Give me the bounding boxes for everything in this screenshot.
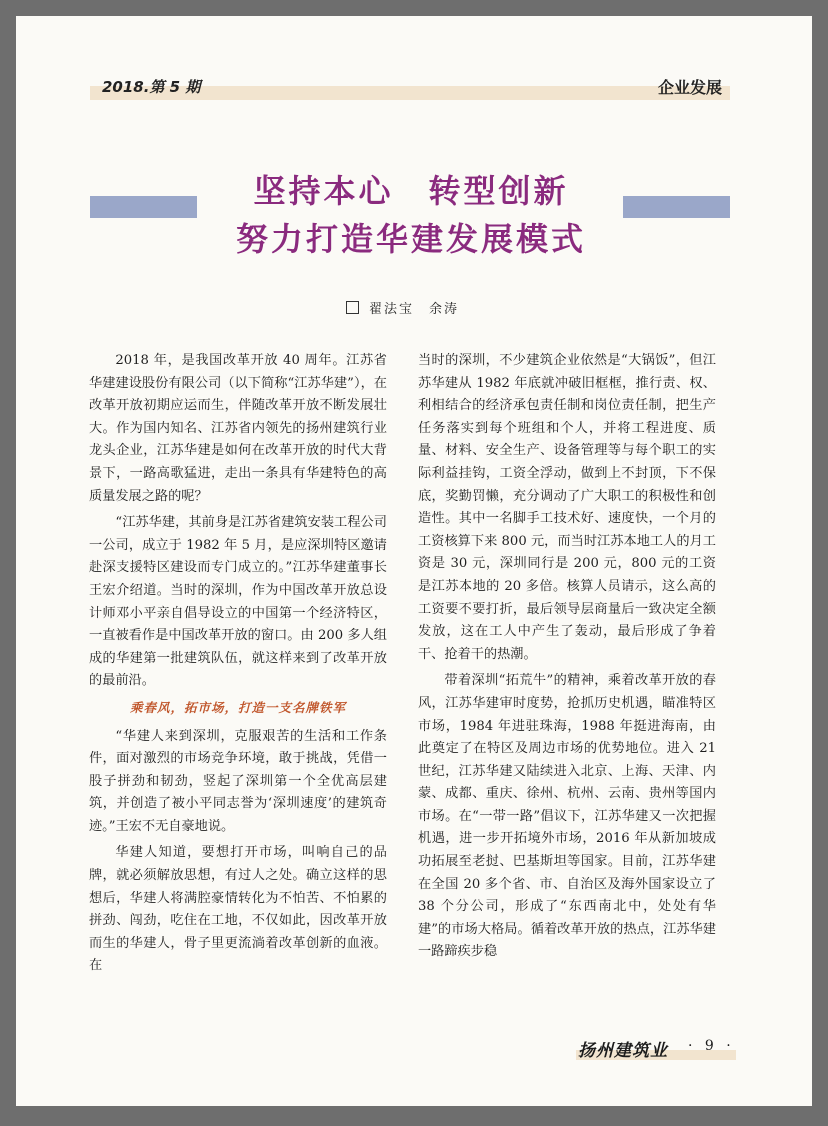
running-header [90, 74, 730, 100]
paragraph: 2018 年，是我国改革开放 40 周年。江苏省华建建设股份有限公司（以下简称“江苏华建”），在改革开放初期应运而生，伴随改革开放不断发展壮大。作为国内知名、江苏省内领先的扬州建筑行业龙头企业，江苏华建是如何在改革开放的时代大背景下，一路高歌猛进，走出一条具有华建特色的高质量发展之路的呢？ [89, 353, 387, 504]
title-decor-bar-left [90, 196, 197, 218]
page-number: · 9 · [688, 1038, 735, 1054]
author-names: 翟法宝 余涛 [369, 302, 460, 317]
byline [346, 298, 459, 317]
paragraph: 带着深圳“拓荒牛”的精神，乘着改革开放的春风，江苏华建审时度势，抢抓历史机遇，瞄准特区市场，1984 年进驻珠海，1988 年挺进海南，由此奠定了在特区及周边市场的优势地位。进入 21 世纪，江苏华建又陆续进入北京、上海、天津、内蒙、成都、重庆、徐州、杭州、云南、贵州等国内市场。在“一带一路”倡议下，江苏华建又一次把握机遇，进一步开拓境外市场，2016 年从新加坡成功拓展至老挝、巴基斯坦等国家。目前，江苏华建在全国 20 多个省、市、自治区及海外国家设立了 38 个分公司，形成了“东西南北中，处处有华建”的市场大格局。循着改革开放的热点，江苏华建一路蹄疾步稳 [418, 673, 716, 960]
paragraph: 华建人知道，要想打开市场，叫响自己的品牌，就必须解放思想，有过人之处。确立这样的思想后，华建人将满腔豪情转化为不怕苦、不怕累的拼劲、闯劲，吃住在工地，不仅如此，因改革开放而生的华建人，骨子里更流淌着改革创新的血液。在 [89, 845, 387, 974]
paragraph: 当时的深圳，不少建筑企业依然是“大锅饭”，但江苏华建从 1982 年底就冲破旧框框，推行责、权、利相结合的经济承包责任制和岗位责任制，把生产任务落实到每个班组和个人，并将工程进度、质量、材料、安全生产、设备管理等与每个职工的实际利益挂钩，工资全浮动，做到上不封顶，下不保底，奖勤罚懒，充分调动了广大职工的积极性和创造性。其中一名脚手工技术好、速度快，一个月的工资核算下来 800 元，而当时江苏本地工人的月工资是 30 元，深圳同行是 200 元，800 元的工资是江苏本地的 20 多倍。核算人员请示，这么高的工资要不要打折，最后领导层商量后一致决定全额发放，这在工人中产生了轰动，最后形成了争着干、抢着干的热潮。 [418, 353, 716, 662]
article-title-line2: 努力打造华建发展模式 [235, 220, 586, 258]
article-title-line1: 坚持本心 转型创新 [253, 172, 569, 210]
square-bullet-icon [346, 301, 359, 314]
left-column [89, 350, 387, 982]
paragraph: “江苏华建，其前身是江苏省建筑安装工程公司一公司，成立于 1982 年 5 月，是应深圳特区邀请赴深支援特区建设而专门成立的。”江苏华建董事长王宏介绍道。当时的深圳，作为中国改革开放总设计师邓小平亲自倡导设立的中国第一个经济特区，一直被看作是中国改革开放的窗口。由 200 多人组成的华建第一批建筑队伍，就这样来到了改革开放的最前沿。 [89, 515, 387, 689]
title-decor-bar-right [623, 196, 730, 218]
right-column [418, 350, 716, 968]
paragraph: “华建人来到深圳，克服艰苦的生活和工作条件，面对激烈的市场竞争环境，敢于挑战，凭借一股子拼劲和韧劲，竖起了深圳第一个全优高层建筑，并创造了被小平同志誉为‘深圳速度’的建筑奇迹。”王宏不无自豪地说。 [89, 728, 387, 834]
magazine-page [16, 16, 812, 1106]
section-subheading: 乘春风，拓市场，打造一支名牌铁军 [129, 699, 346, 715]
magazine-logo: 扬州建筑业 [578, 1041, 668, 1061]
section-label: 企业发展 [657, 78, 722, 97]
issue-label: 2018.第 5 期 [102, 78, 201, 96]
